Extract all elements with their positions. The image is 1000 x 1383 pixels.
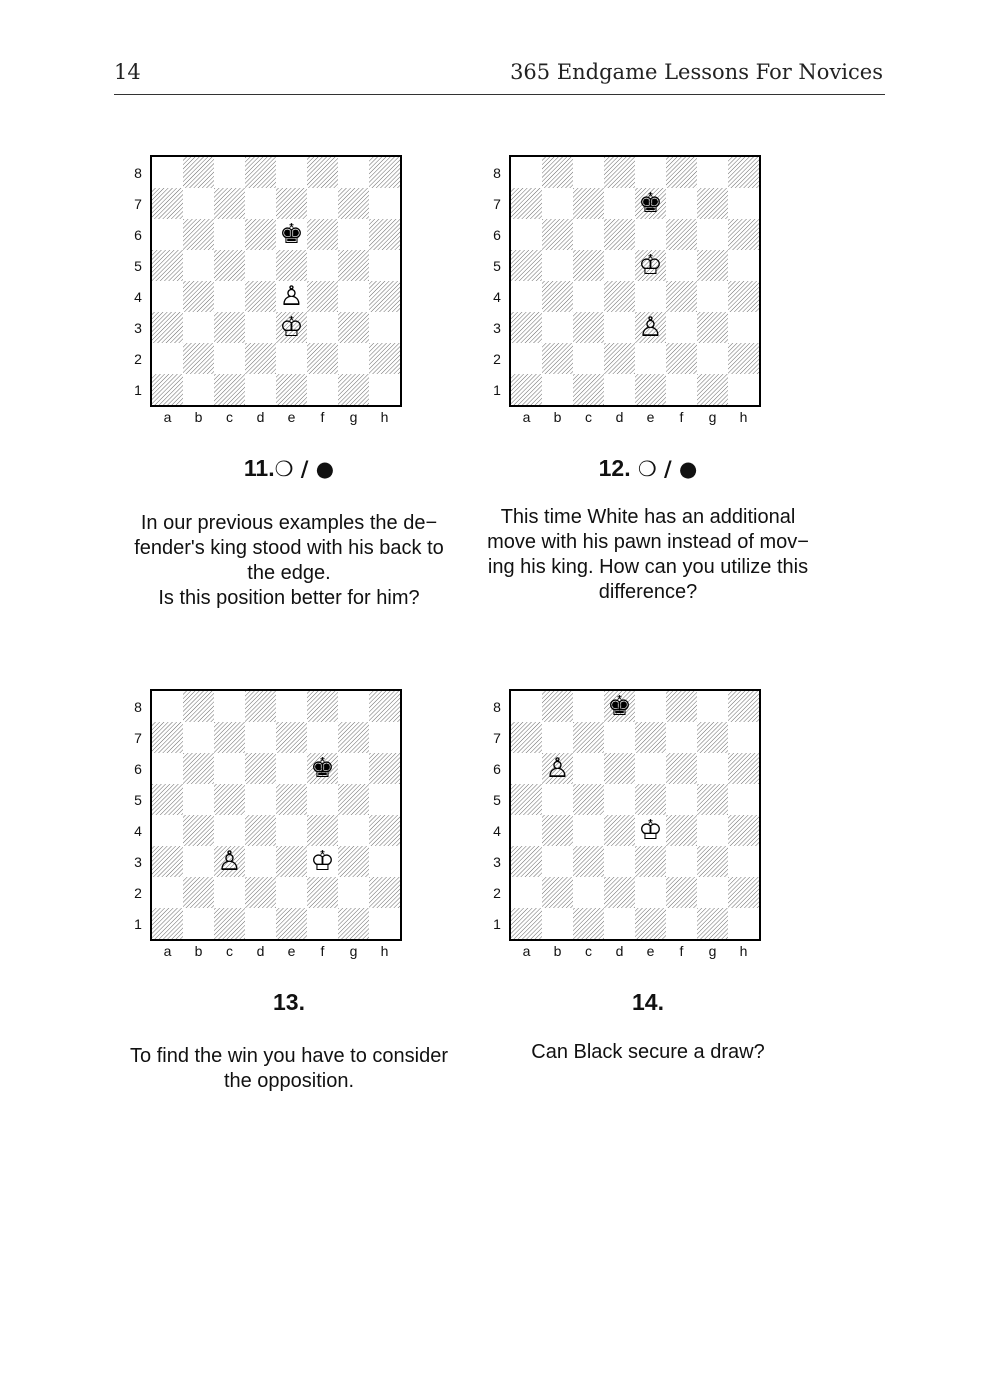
rank-label: 2 [493, 351, 501, 367]
file-label: c [226, 943, 233, 959]
rank-label: 2 [493, 885, 501, 901]
dark-square [369, 281, 400, 312]
dark-square [511, 188, 542, 219]
rank-label: 3 [134, 320, 142, 336]
dark-square [542, 815, 573, 846]
dark-square [635, 846, 666, 877]
diagram-description [473, 1040, 823, 1065]
dark-square [635, 784, 666, 815]
rank-label: 4 [493, 289, 501, 305]
dark-square [276, 250, 307, 281]
dark-square [697, 374, 728, 405]
description-line: To find the win you have to consider [130, 1045, 448, 1067]
book-title: 365 Endgame Lessons For Novices [510, 60, 883, 84]
description-line: fender's king stood with his back to [134, 537, 444, 559]
dark-square [697, 846, 728, 877]
file-label: b [553, 409, 562, 425]
rank-label: 3 [134, 854, 142, 870]
dark-square [573, 846, 604, 877]
dark-square [214, 784, 245, 815]
file-label: f [679, 409, 684, 425]
file-label: h [739, 943, 748, 959]
file-label: g [349, 943, 358, 959]
dark-square [369, 877, 400, 908]
dark-square [338, 250, 369, 281]
rank-label: 7 [493, 196, 501, 212]
white-king-icon: ♔ [310, 846, 335, 877]
dark-square [152, 722, 183, 753]
file-label: f [320, 409, 325, 425]
dark-square [183, 877, 214, 908]
rank-label: 2 [134, 885, 142, 901]
dark-square [276, 722, 307, 753]
chessboard [134, 689, 402, 959]
rank-label: 4 [134, 289, 142, 305]
file-label: h [380, 943, 389, 959]
dark-square [307, 815, 338, 846]
dark-square [245, 219, 276, 250]
rank-label: 5 [134, 258, 142, 274]
dark-square [728, 281, 759, 312]
dark-square [369, 343, 400, 374]
dark-square [542, 157, 573, 188]
file-label: a [163, 409, 172, 425]
file-label: e [287, 409, 296, 425]
dark-square [183, 691, 214, 722]
rank-label: 3 [493, 320, 501, 336]
rank-label: 4 [134, 823, 142, 839]
dark-square [152, 374, 183, 405]
dark-square [666, 753, 697, 784]
file-label: h [380, 409, 389, 425]
rank-label: 3 [493, 854, 501, 870]
file-label: c [226, 409, 233, 425]
dark-square [666, 281, 697, 312]
file-label: f [679, 943, 684, 959]
dark-square [697, 908, 728, 939]
dark-square [338, 188, 369, 219]
dark-square [666, 219, 697, 250]
dark-square [604, 219, 635, 250]
dark-square [152, 188, 183, 219]
file-label: a [163, 943, 172, 959]
black-king-icon: ♚ [607, 691, 632, 722]
dark-square [728, 753, 759, 784]
file-label: b [194, 943, 203, 959]
dark-square [152, 846, 183, 877]
white-pawn-icon: ♙ [545, 753, 570, 784]
dark-square [183, 157, 214, 188]
dark-square [276, 188, 307, 219]
dark-square [697, 722, 728, 753]
dark-square [276, 784, 307, 815]
description-line: difference? [598, 581, 698, 603]
dark-square [245, 691, 276, 722]
white-pawn-icon: ♙ [638, 312, 663, 343]
dark-square [511, 250, 542, 281]
rank-label: 6 [493, 761, 501, 777]
diagram-number [473, 455, 823, 482]
dark-square [307, 877, 338, 908]
rank-label: 1 [134, 382, 142, 398]
side-to-move-icon: ❍ / ● [630, 457, 698, 481]
page-header [114, 56, 885, 95]
rank-label: 6 [493, 227, 501, 243]
dark-square [697, 188, 728, 219]
file-label: b [194, 409, 203, 425]
file-label: e [646, 943, 655, 959]
file-label: h [739, 409, 748, 425]
dark-square [214, 188, 245, 219]
white-pawn-icon: ♙ [217, 846, 242, 877]
dark-square [245, 753, 276, 784]
page-number: 14 [114, 60, 141, 84]
diagram-number-label: 14. [632, 989, 664, 1015]
description-line: Is this position better for him? [158, 587, 420, 609]
dark-square [604, 815, 635, 846]
description-line: the opposition. [223, 1070, 355, 1092]
rank-label: 4 [493, 823, 501, 839]
dark-square [666, 157, 697, 188]
description-line: Can Black secure a draw? [531, 1041, 765, 1063]
file-label: f [320, 943, 325, 959]
file-label: a [522, 409, 531, 425]
file-label: d [615, 943, 624, 959]
dark-square [573, 374, 604, 405]
description-line: move with his pawn instead of mov− [487, 531, 809, 553]
dark-square [604, 281, 635, 312]
dark-square [666, 691, 697, 722]
dark-square [728, 691, 759, 722]
dark-square [152, 312, 183, 343]
dark-square [183, 753, 214, 784]
dark-square [666, 343, 697, 374]
file-label: d [256, 409, 265, 425]
diagram-description [473, 505, 823, 605]
dark-square [635, 908, 666, 939]
dark-square [214, 908, 245, 939]
file-label: b [553, 943, 562, 959]
rank-label: 8 [134, 165, 142, 181]
dark-square [183, 343, 214, 374]
rank-label: 1 [493, 916, 501, 932]
rank-label: 7 [134, 730, 142, 746]
dark-square [666, 815, 697, 846]
file-label: a [522, 943, 531, 959]
dark-square [542, 691, 573, 722]
dark-square [635, 722, 666, 753]
diagram-number-label: 11. [243, 455, 275, 481]
dark-square [276, 374, 307, 405]
dark-square [604, 877, 635, 908]
white-king-icon: ♔ [638, 815, 663, 846]
dark-square [573, 908, 604, 939]
dark-square [338, 846, 369, 877]
white-king-icon: ♔ [279, 312, 304, 343]
dark-square [214, 312, 245, 343]
white-pawn-icon: ♙ [279, 281, 304, 312]
file-label: c [585, 943, 592, 959]
dark-square [338, 784, 369, 815]
dark-square [728, 157, 759, 188]
chessboard [493, 155, 761, 425]
diagram-description [114, 1044, 464, 1094]
dark-square [511, 374, 542, 405]
dark-square [338, 312, 369, 343]
dark-square [542, 219, 573, 250]
dark-square [307, 691, 338, 722]
rank-label: 6 [134, 227, 142, 243]
dark-square [338, 374, 369, 405]
dark-square [307, 219, 338, 250]
diagram-description [114, 511, 464, 611]
dark-square [542, 281, 573, 312]
dark-square [183, 219, 214, 250]
dark-square [511, 846, 542, 877]
dark-square [214, 250, 245, 281]
white-king-icon: ♔ [638, 250, 663, 281]
chessboard [134, 155, 402, 425]
dark-square [307, 281, 338, 312]
dark-square [307, 343, 338, 374]
dark-square [604, 753, 635, 784]
dark-square [728, 343, 759, 374]
dark-square [245, 157, 276, 188]
dark-square [245, 343, 276, 374]
dark-square [697, 784, 728, 815]
dark-square [542, 343, 573, 374]
dark-square [276, 908, 307, 939]
dark-square [604, 157, 635, 188]
dark-square [511, 908, 542, 939]
chessboard [493, 689, 761, 959]
diagram-number [473, 989, 823, 1016]
dark-square [511, 312, 542, 343]
dark-square [604, 343, 635, 374]
dark-square [338, 908, 369, 939]
dark-square [728, 877, 759, 908]
rank-label: 8 [493, 165, 501, 181]
rank-label: 5 [134, 792, 142, 808]
dark-square [245, 281, 276, 312]
dark-square [728, 219, 759, 250]
file-label: e [287, 943, 296, 959]
file-label: g [708, 409, 717, 425]
dark-square [152, 784, 183, 815]
dark-square [511, 784, 542, 815]
file-label: d [256, 943, 265, 959]
dark-square [214, 374, 245, 405]
dark-square [369, 815, 400, 846]
dark-square [728, 815, 759, 846]
black-king-icon: ♚ [638, 188, 663, 219]
rank-label: 7 [493, 730, 501, 746]
dark-square [666, 877, 697, 908]
dark-square [369, 753, 400, 784]
dark-square [369, 157, 400, 188]
dark-square [152, 250, 183, 281]
black-king-icon: ♚ [279, 219, 304, 250]
diagram-number-label: 12. [598, 455, 631, 481]
dark-square [697, 312, 728, 343]
rank-label: 1 [493, 382, 501, 398]
dark-square [183, 815, 214, 846]
dark-square [214, 722, 245, 753]
dark-square [369, 219, 400, 250]
dark-square [573, 188, 604, 219]
file-label: e [646, 409, 655, 425]
dark-square [573, 250, 604, 281]
diagram-number [114, 989, 464, 1016]
black-king-icon: ♚ [310, 753, 335, 784]
file-label: g [708, 943, 717, 959]
dark-square [542, 877, 573, 908]
dark-square [276, 846, 307, 877]
file-label: d [615, 409, 624, 425]
dark-square [307, 157, 338, 188]
rank-label: 2 [134, 351, 142, 367]
rank-label: 8 [134, 699, 142, 715]
description-line: ing his king. How can you utilize this [487, 556, 809, 578]
rank-label: 5 [493, 792, 501, 808]
dark-square [697, 250, 728, 281]
dark-square [573, 784, 604, 815]
dark-square [245, 877, 276, 908]
dark-square [511, 722, 542, 753]
rank-label: 5 [493, 258, 501, 274]
dark-square [369, 691, 400, 722]
side-to-move-icon: ❍ / ● [274, 457, 335, 481]
rank-label: 8 [493, 699, 501, 715]
diagram-number-label: 13. [273, 989, 305, 1015]
dark-square [573, 312, 604, 343]
dark-square [152, 908, 183, 939]
diagram-number [114, 455, 464, 482]
rank-label: 6 [134, 761, 142, 777]
dark-square [245, 815, 276, 846]
file-label: c [585, 409, 592, 425]
description-line: In our previous examples the de− [140, 512, 438, 534]
description-line: the edge. [247, 562, 331, 584]
rank-label: 7 [134, 196, 142, 212]
rank-label: 1 [134, 916, 142, 932]
description-line: This time White has an additional [500, 506, 796, 528]
dark-square [338, 722, 369, 753]
dark-square [635, 374, 666, 405]
dark-square [183, 281, 214, 312]
dark-square [573, 722, 604, 753]
file-label: g [349, 409, 358, 425]
board-squares [150, 689, 402, 941]
